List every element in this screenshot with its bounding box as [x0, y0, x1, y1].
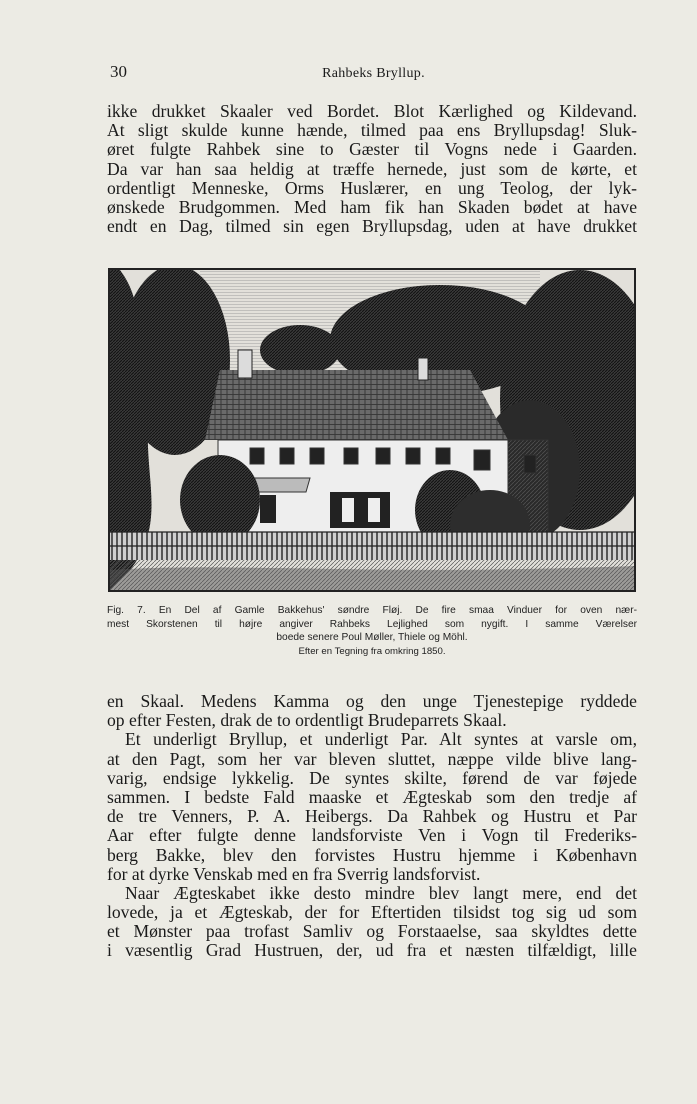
running-title: Rahbeks Bryllup.: [322, 66, 425, 81]
text-line: Et underligt Bryllup, et underligt Par. Alt syntes at varsle om,: [125, 730, 637, 750]
caption-source: Efter en Tegning fra omkring 1850.: [298, 645, 446, 657]
text-line: ønskede Brudgommen. Med ham fik han Skaden bødet at have: [107, 197, 637, 217]
text-line: i væsentlig Grad Hustruen, der, ud fra et næsten tilfældigt, lille: [107, 941, 637, 961]
text-line: en Skaal. Medens Kamma og den unge Tjenestepige ryddede: [107, 692, 637, 711]
text-line: varig, endsige lykkelig. De syntes skilte, førend de var føjede: [107, 768, 637, 788]
text-line: ordentligt Menneske, Orms Huslærer, en ung Teolog, der lyk-: [107, 178, 637, 198]
figure-engraving: [108, 268, 636, 592]
text-line: endt en Dag, tilmed sin egen Bryllupsdag, uden at have drukket: [107, 217, 637, 237]
text-line: Naar Ægteskabet ikke desto mindre blev langt mere, end det: [125, 883, 637, 903]
text-line: et Mønster paa trofast Samliv og Forstaaelse, saa skyldtes dette: [107, 922, 637, 942]
text-line: berg Bakke, blev den forvistes Hustru hjemme i København: [107, 845, 637, 865]
text-line: de tre Venners, P. A. Heibergs. Da Rahbek og Hustru et Par: [107, 807, 637, 827]
text-line: lovede, ja et Ægteskab, der for Eftertiden tilsidst tog sig ud som: [107, 903, 637, 923]
house-illustration: [110, 270, 634, 590]
page-number: 30: [110, 62, 127, 81]
text-line: at den Pagt, som her var bleven sluttet, næppe vilde blive lang-: [107, 749, 637, 769]
text-line: At sligt skulde kunne hænde, tilmed paa ens Bryllupsdag! Sluk-: [107, 121, 637, 141]
text-line: ikke drukket Skaaler ved Bordet. Blot Kærlighed og Kildevand.: [107, 102, 637, 121]
text-line: Da var han saa heldig at træffe hernede, just som de kørte, et: [107, 159, 637, 179]
text-line: for at dyrke Venskab med en fra Sverrig landsforvist.: [107, 864, 481, 884]
figure-caption: [107, 604, 637, 658]
text-line: Aar efter fulgte denne landsforviste Ven i Vogn til Frederiks-: [107, 826, 637, 846]
caption-line: boede senere Poul Møller, Thiele og Möhl.: [276, 632, 468, 644]
paragraph-after-figure: [107, 692, 637, 961]
paragraph-before-figure: [107, 102, 637, 236]
caption-line: mest Skorstenen til højre angiver Rahbeks Lejlighed som nygift. I samme Værelser: [107, 618, 637, 630]
caption-line: Fig. 7. En Del af Gamle Bakkehus' søndre Fløj. De fire smaa Vinduer for oven nær-: [107, 605, 637, 616]
text-line: op efter Festen, drak de to ordentligt Brudeparrets Skaal.: [107, 711, 507, 731]
text-line: øret fulgte Rahbek sine to Gæster til Vogns nede i Gaarden.: [107, 140, 637, 160]
text-line: sammen. I bedste Fald maaske et Ægteskab som den tredje af: [107, 787, 637, 807]
